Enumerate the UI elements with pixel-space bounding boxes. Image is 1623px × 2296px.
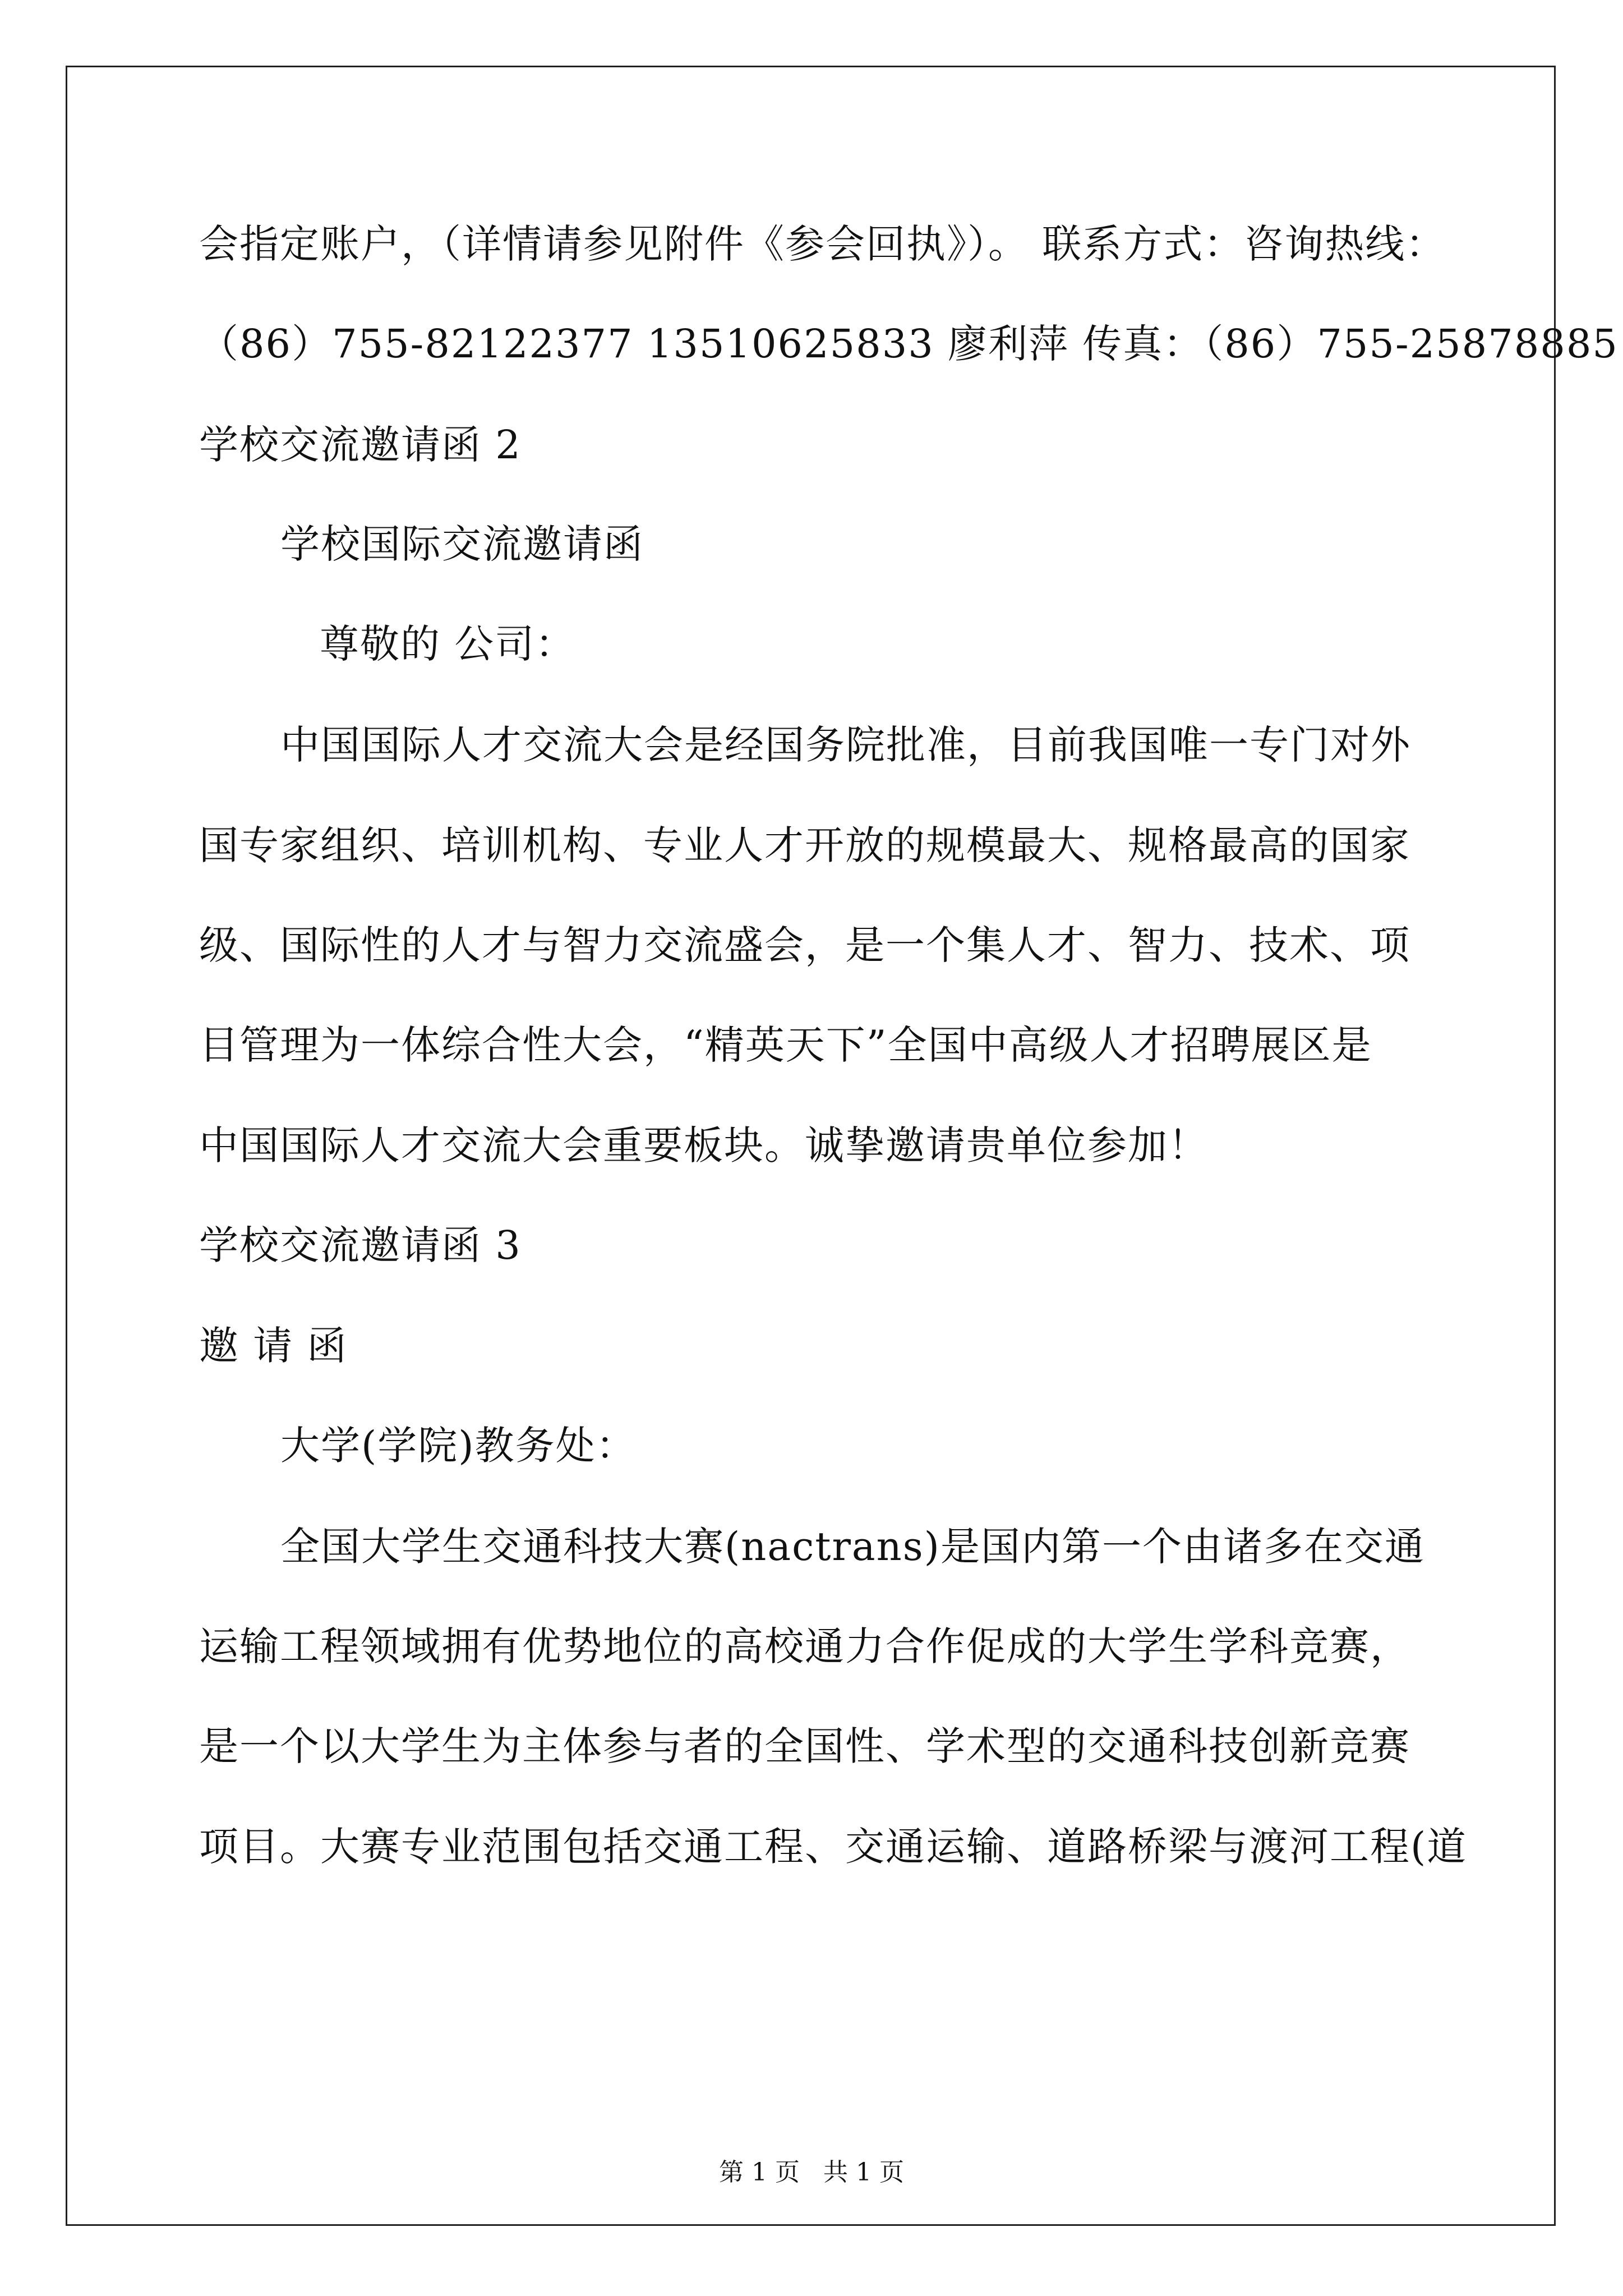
paragraph-line: 是一个以大学生为主体参与者的全国性、学术型的交通科技创新竞赛 [199,1723,1410,1769]
paragraph-line: 运输工程领域拥有优势地位的高校通力合作促成的大学生学科竞赛， [199,1623,1410,1669]
paragraph-line: 项目。大赛专业范围包括交通工程、交通运输、道路桥梁与渡河工程(道 [199,1824,1468,1870]
paragraph-line: 级、国际性的人才与智力交流盛会，是一个集人才、智力、技术、项 [199,922,1410,968]
page-number: 第 1 页 [719,2158,800,2187]
text-line-contact-numbers: （86）755-82122377 13510625833 廖利萍 传真：（86）755-25878885 [199,321,1619,367]
section-heading-2: 学校交流邀请函 2 [199,422,522,468]
salutation: 尊敬的 公司： [320,621,576,667]
page-total: 共 1 页 [823,2158,904,2187]
paragraph-line: 中国国际人才交流大会重要板块。诚挚邀请贵单位参加！ [199,1122,1209,1168]
paragraph-line: 全国大学生交通科技大赛(nactrans)是国内第一个由诸多在交通 [280,1524,1425,1570]
addressee: 大学(学院)教务处： [280,1423,637,1469]
text-line-contact-intro: 会指定账户，（详情请参见附件《参会回执》）。 联系方式：咨询热线： [199,221,1446,267]
paragraph-line: 中国国际人才交流大会是经国务院批准，目前我国唯一专门对外 [280,722,1411,768]
paragraph-line: 国专家组织、培训机构、专业人才开放的规模最大、规格最高的国家 [199,822,1410,868]
letter-title: 学校国际交流邀请函 [280,521,644,567]
page-footer [0,2157,1623,2188]
paragraph-line: 目管理为一体综合性大会，“精英天下”全国中高级人才招聘展区是 [199,1022,1372,1068]
invitation-title: 邀 请 函 [199,1323,348,1369]
section-heading-3: 学校交流邀请函 3 [199,1222,522,1268]
